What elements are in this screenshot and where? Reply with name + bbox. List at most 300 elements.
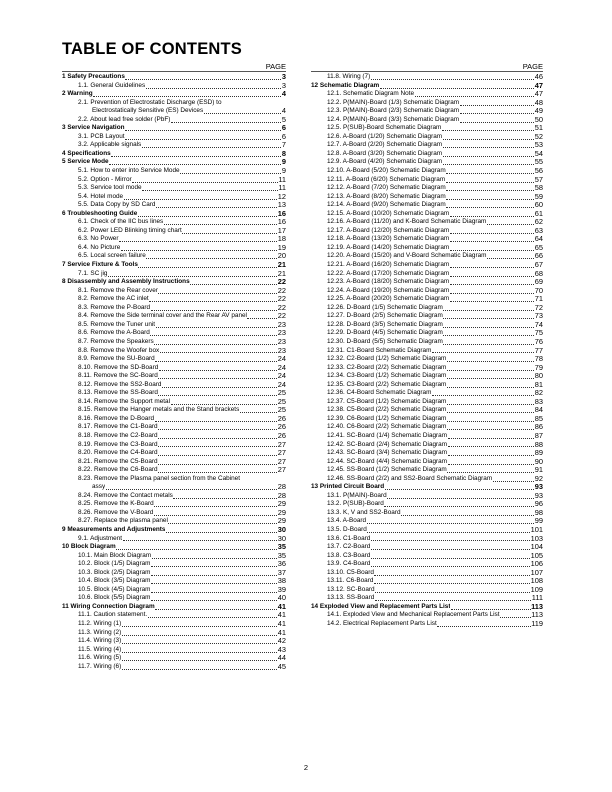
toc-subsection-entry[interactable] [62, 193, 286, 202]
toc-subsection-entry[interactable] [311, 73, 543, 82]
dot-leader [122, 652, 278, 653]
toc-page-number: 93 [534, 482, 543, 492]
toc-subsection-entry[interactable] [311, 270, 543, 279]
toc-entry-label: 8.21. Remove the C5-Board [78, 457, 158, 465]
toc-entry-label: 4 Specifications [62, 149, 111, 157]
toc-page-number: 51 [534, 123, 543, 133]
toc-page-number: 63 [534, 225, 543, 235]
toc-section-entry[interactable] [62, 543, 286, 552]
dot-leader [158, 293, 277, 294]
toc-section-entry[interactable] [62, 124, 286, 133]
toc-subsection-entry[interactable] [311, 244, 543, 253]
toc-subsection-entry[interactable] [311, 158, 543, 167]
dot-leader [155, 609, 277, 610]
toc-subsection-entry[interactable] [62, 107, 286, 116]
toc-subsection-entry[interactable] [62, 321, 286, 330]
toc-entry-label: 12.46. SS-Board (2/2) and SS2-Board Schematic Diagram [327, 474, 493, 482]
toc-page-number: 99 [534, 516, 543, 526]
toc-subsection-entry[interactable] [62, 304, 286, 313]
toc-column-left [62, 61, 286, 671]
toc-subsection-entry[interactable] [311, 261, 543, 270]
toc-page-number: 38 [277, 576, 286, 586]
dot-leader [106, 489, 278, 490]
dot-leader [500, 617, 531, 618]
toc-page-number: 111 [531, 593, 543, 603]
toc-page-number: 26 [277, 430, 286, 440]
toc-subsection-entry[interactable] [62, 594, 286, 603]
toc-section-entry[interactable] [311, 603, 543, 612]
toc-entry-label: 12.20. A-Board (15/20) and V-Board Schematic Diagram [327, 252, 487, 260]
toc-entry-label: 12.23. A-Board (18/20) Schematic Diagram [327, 278, 450, 286]
toc-subsection-entry[interactable] [311, 517, 543, 526]
toc-entry-label: 11 Wiring Connection Diagram [62, 602, 155, 610]
toc-subsection-entry[interactable] [62, 167, 286, 176]
toc-subsection-entry[interactable] [62, 432, 286, 441]
toc-page-number: 27 [277, 448, 286, 458]
toc-subsection-entry[interactable] [62, 347, 286, 356]
toc-entry-label: 13.2. P(SUB)-Board [327, 500, 384, 508]
toc-subsection-entry[interactable] [311, 329, 543, 338]
toc-subsection-entry[interactable] [311, 406, 543, 415]
toc-page-number: 59 [534, 191, 543, 201]
toc-entry-label: 12.45. SS-Board (1/2) Schematic Diagram [327, 466, 447, 474]
toc-subsection-entry[interactable] [62, 295, 286, 304]
toc-subsection-entry[interactable] [62, 663, 286, 672]
dot-leader [204, 113, 282, 114]
toc-subsection-entry[interactable] [62, 577, 286, 586]
toc-entry-label: 8.8. Remove the Woofer box [78, 346, 160, 354]
toc-subsection-entry[interactable] [62, 381, 286, 390]
toc-entry-label: 8.24. Remove the Contact metals [78, 491, 173, 499]
dot-leader [443, 139, 535, 140]
toc-entry-label: 12.9. A-Board (4/20) Schematic Diagram [327, 158, 443, 166]
toc-page-number: 22 [277, 277, 286, 287]
toc-page-number: 5 [281, 114, 286, 124]
toc-subsection-entry[interactable] [62, 552, 286, 561]
toc-entry-label: 12.29. D-Board (4/5) Schematic Diagram [327, 329, 443, 337]
toc-subsection-entry[interactable] [311, 321, 543, 330]
toc-subsection-entry[interactable] [311, 304, 543, 313]
toc-page-number: 26 [277, 422, 286, 432]
toc-subsection-entry[interactable] [62, 141, 286, 150]
toc-subsection-entry[interactable] [62, 287, 286, 296]
toc-subsection-entry[interactable] [311, 99, 543, 108]
toc-section-entry[interactable] [62, 526, 286, 535]
toc-page-number: 6 [281, 131, 286, 141]
toc-subsection-entry[interactable] [62, 483, 286, 492]
toc-subsection-entry[interactable] [62, 646, 286, 655]
toc-subsection-entry[interactable] [311, 347, 543, 356]
toc-page-number: 28 [277, 482, 286, 492]
toc-subsection-entry[interactable] [62, 338, 286, 347]
toc-entry-label: 9.1. Adjustment [78, 534, 123, 542]
toc-entry-label: 12.5. P(SUB)-Board Schematic Diagram [327, 124, 442, 132]
toc-entry-label: 13.10. C5-Board [327, 568, 374, 576]
toc-page-number: 8 [281, 148, 286, 158]
dot-leader [151, 592, 277, 593]
toc-subsection-entry[interactable] [311, 176, 543, 185]
dot-leader [371, 566, 530, 567]
dot-leader [415, 96, 535, 97]
toc-page-number: 49 [534, 106, 543, 116]
toc-page-number: 83 [534, 396, 543, 406]
toc-subsection-entry[interactable] [62, 517, 286, 526]
toc-page-number: 76 [534, 336, 543, 346]
toc-section-entry[interactable] [62, 603, 286, 612]
toc-entry-label: 11.1. Caution statement. [78, 611, 148, 619]
dot-leader [447, 421, 534, 422]
dot-leader [450, 233, 535, 234]
toc-section-entry[interactable] [62, 210, 286, 219]
toc-section-entry[interactable] [62, 158, 286, 167]
toc-subsection-entry[interactable] [311, 218, 543, 227]
toc-page-number: 3 [281, 72, 286, 81]
dot-leader [443, 164, 535, 165]
toc-subsection-entry[interactable] [311, 535, 543, 544]
toc-page-number: 25 [277, 396, 286, 406]
dot-leader [180, 173, 281, 174]
dot-leader [460, 122, 535, 123]
dot-leader [371, 549, 530, 550]
toc-section-entry[interactable] [311, 483, 543, 492]
toc-page-number: 41 [277, 601, 286, 611]
toc-page-number: 81 [534, 379, 543, 389]
toc-subsection-entry[interactable] [311, 432, 543, 441]
toc-subsection-entry[interactable] [311, 441, 543, 450]
toc-entry-label: 12.21. A-Board (16/20) Schematic Diagram [327, 261, 450, 269]
dot-leader [446, 199, 534, 200]
toc-page-number: 35 [277, 542, 286, 552]
toc-subsection-entry[interactable] [62, 500, 286, 509]
toc-subsection-entry[interactable] [62, 629, 286, 638]
toc-subsection-entry[interactable] [311, 312, 543, 321]
toc-section-entry[interactable] [62, 73, 286, 82]
toc-subsection-entry[interactable] [311, 458, 543, 467]
toc-page-number: 60 [534, 200, 543, 210]
dot-leader [447, 387, 534, 388]
toc-subsection-entry[interactable] [311, 552, 543, 561]
toc-entry-label: 13.8. C3-Board [327, 551, 371, 559]
toc-subsection-entry[interactable] [62, 227, 286, 236]
toc-page-number: 109 [530, 584, 543, 594]
toc-subsection-entry[interactable] [62, 509, 286, 518]
toc-subsection-entry[interactable] [62, 492, 286, 501]
toc-page-number: 93 [534, 490, 543, 500]
toc-page-number: 104 [530, 542, 543, 552]
toc-page-number: 40 [277, 593, 286, 603]
toc-subsection-entry[interactable] [62, 201, 286, 210]
toc-subsection-entry[interactable] [311, 423, 543, 432]
toc-subsection-entry[interactable] [62, 637, 286, 646]
toc-section-entry[interactable] [62, 278, 286, 287]
toc-subsection-entry[interactable] [62, 329, 286, 338]
toc-page-number: 56 [534, 166, 543, 176]
toc-entry-label: 13 Printed Circuit Board [311, 483, 385, 491]
toc-subsection-entry[interactable] [62, 611, 286, 620]
toc-page-number: 23 [277, 328, 286, 338]
dot-leader [156, 327, 278, 328]
dot-leader [149, 301, 277, 302]
dot-leader [442, 130, 534, 131]
toc-subsection-entry[interactable] [62, 654, 286, 663]
toc-subsection-entry[interactable] [62, 133, 286, 142]
dot-leader [154, 515, 277, 516]
toc-subsection-entry[interactable] [311, 492, 543, 501]
toc-subsection-entry[interactable] [62, 423, 286, 432]
toc-entry-label: 10 Block Diagram [62, 543, 116, 551]
toc-subsection-entry[interactable] [311, 201, 543, 210]
toc-subsection-entry[interactable] [62, 560, 286, 569]
dot-leader [148, 617, 278, 618]
toc-entry-label: 3.2. Applicable signals [78, 141, 142, 149]
toc-subsection-entry[interactable] [311, 235, 543, 244]
toc-subsection-entry[interactable] [311, 543, 543, 552]
toc-entry-label: 11.8. Wiring (7) [327, 73, 371, 80]
dot-leader [387, 498, 534, 499]
dot-leader [116, 549, 277, 550]
dot-leader [450, 276, 535, 277]
toc-entry-label: 13.3. K, V and SS2-Board [327, 508, 401, 516]
toc-subsection-entry[interactable] [62, 620, 286, 629]
toc-entry-label: 12.3. P(MAIN)-Board (2/3) Schematic Diagram [327, 107, 460, 115]
toc-page-number: 24 [277, 354, 286, 364]
toc-subsection-entry[interactable] [311, 167, 543, 176]
toc-subsection-entry[interactable] [62, 218, 286, 227]
toc-entry-label: 13.6. C1-Board [327, 534, 371, 542]
toc-entry-label: 12.10. A-Board (5/20) Schematic Diagram [327, 167, 446, 175]
toc-entry-label: 10.1. Main Block Diagram [78, 551, 152, 559]
dot-leader [446, 173, 534, 174]
toc-subsection-entry[interactable] [311, 287, 543, 296]
toc-page-number: 25 [277, 405, 286, 415]
toc-entry-label: 8.25. Remove the K-Board [78, 500, 154, 508]
dot-leader [448, 438, 535, 439]
toc-page-number: 42 [277, 636, 286, 646]
toc-subsection-entry[interactable] [62, 372, 286, 381]
toc-entry-label: 12.36. C4-Board Schematic Diagram [327, 389, 432, 397]
toc-entry-label: 10.3. Block (2/5) Diagram [78, 568, 151, 576]
toc-subsection-entry[interactable] [311, 577, 543, 586]
toc-page-number: 78 [534, 354, 543, 364]
toc-subsection-entry[interactable] [62, 441, 286, 450]
toc-subsection-entry[interactable] [311, 586, 543, 595]
dot-leader [374, 575, 530, 576]
dot-leader [450, 284, 535, 285]
toc-subsection-entry[interactable] [62, 389, 286, 398]
dot-leader [108, 276, 277, 277]
toc-subsection-entry[interactable] [62, 406, 286, 415]
toc-subsection-entry[interactable] [311, 116, 543, 125]
toc-subsection-entry[interactable] [311, 611, 543, 620]
toc-entry-label: 13.1. P(MAIN)-Board [327, 491, 387, 499]
toc-page-number: 113 [531, 601, 543, 611]
toc-page-number: 16 [277, 208, 286, 218]
toc-entry-label: 2 Warning [62, 90, 93, 98]
toc-subsection-entry[interactable] [311, 252, 543, 261]
toc-entry-label: 8.3. Remove the P-Board [78, 303, 151, 311]
toc-entry-label: 8.22. Remove the C6-Board [78, 466, 158, 474]
toc-page-number: 45 [277, 661, 286, 671]
toc-page-number: 37 [277, 567, 286, 577]
dot-leader [125, 139, 281, 140]
toc-page-number: 85 [534, 413, 543, 423]
toc-subsection-entry[interactable] [311, 415, 543, 424]
toc-subsection-entry[interactable] [311, 133, 543, 142]
toc-page-number: 69 [534, 277, 543, 287]
toc-subsection-entry[interactable] [311, 381, 543, 390]
toc-subsection-entry[interactable] [311, 278, 543, 287]
toc-subsection-entry[interactable] [311, 150, 543, 159]
toc-subsection-entry[interactable] [311, 184, 543, 193]
dot-leader [487, 224, 534, 225]
toc-page-number: 106 [530, 559, 543, 569]
toc-page-number: 22 [277, 285, 286, 295]
toc-entry-label: 12.15. A-Board (10/20) Schematic Diagram [327, 209, 450, 217]
toc-entry-label: 12.25. A-Board (20/20) Schematic Diagram [327, 295, 450, 303]
toc-subsection-entry[interactable] [62, 244, 286, 253]
toc-subsection-entry[interactable] [311, 526, 543, 535]
toc-subsection-entry[interactable] [62, 235, 286, 244]
dot-leader [247, 318, 277, 319]
toc-subsection-entry[interactable] [311, 90, 543, 99]
dot-leader [160, 352, 278, 353]
header-rule [62, 71, 286, 72]
toc-subsection-entry[interactable] [311, 372, 543, 381]
dot-leader [125, 130, 281, 131]
toc-entry-label: 8.10. Remove the SD-Board [78, 363, 159, 371]
toc-page-number: 23 [277, 319, 286, 329]
dot-leader [132, 182, 278, 183]
dot-leader [119, 241, 277, 242]
toc-entry-label: 8.18. Remove the C2-Board [78, 431, 158, 439]
toc-page-number: 47 [534, 80, 543, 90]
dot-leader [450, 250, 535, 251]
dot-leader [443, 147, 535, 148]
toc-subsection-entry[interactable] [62, 535, 286, 544]
toc-page-number: 105 [530, 550, 543, 560]
dot-leader [446, 182, 535, 183]
toc-subsection-entry[interactable] [311, 500, 543, 509]
toc-page-number: 61 [534, 208, 543, 218]
dot-leader [450, 267, 535, 268]
toc-page-number: 12 [277, 191, 286, 201]
toc-section-entry[interactable] [62, 150, 286, 159]
toc-section-entry[interactable] [311, 82, 543, 91]
toc-subsection-entry[interactable] [311, 389, 543, 398]
toc-subsection-entry[interactable] [62, 184, 286, 193]
toc-subsection-entry[interactable] [311, 193, 543, 202]
toc-subsection-entry[interactable] [62, 176, 286, 185]
toc-subsection-entry[interactable] [62, 270, 286, 279]
dot-leader [448, 446, 535, 447]
toc-entry-label: 12.8. A-Board (3/20) Schematic Diagram [327, 149, 443, 157]
dot-leader [154, 344, 277, 345]
toc-entry-label: 12 Schematic Diagram [311, 81, 380, 89]
toc-subsection-entry[interactable] [62, 364, 286, 373]
toc-subsection-entry[interactable] [311, 398, 543, 407]
toc-subsection-entry[interactable] [311, 466, 543, 475]
toc-subsection-entry[interactable] [62, 475, 286, 484]
toc-entry-label: 7 Service Fixture & Tools [62, 261, 138, 269]
toc-subsection-entry[interactable] [311, 594, 543, 603]
toc-page-number: 58 [534, 183, 543, 193]
toc-entry-label: 8.1. Remove the Rear cover [78, 286, 158, 294]
toc-entry-label: 8 Disassembly and Assembly Instructions [62, 278, 190, 286]
dot-leader [447, 472, 534, 473]
toc-subsection-entry[interactable] [311, 338, 543, 347]
toc-subsection-entry[interactable] [62, 116, 286, 125]
toc-subsection-entry[interactable] [311, 107, 543, 116]
toc-entry-label: 12.35. C3-Board (2/2) Schematic Diagram [327, 380, 447, 388]
toc-subsection-entry[interactable] [311, 141, 543, 150]
dot-leader [162, 387, 277, 388]
dot-leader [385, 489, 535, 490]
toc-page-number: 29 [277, 507, 286, 517]
toc-page-number: 44 [277, 653, 286, 663]
toc-entry-label: 11.5. Wiring (4) [78, 645, 122, 653]
toc-page-number: 48 [534, 97, 543, 107]
toc-page-number: 65 [534, 242, 543, 252]
toc-subsection-entry[interactable] [311, 569, 543, 578]
toc-list-right [311, 73, 543, 629]
toc-subsection-entry[interactable] [62, 449, 286, 458]
toc-page-number: 72 [534, 302, 543, 312]
toc-section-entry[interactable] [62, 90, 286, 99]
toc-subsection-entry[interactable] [311, 475, 543, 484]
toc-page-number: 6 [281, 123, 286, 133]
toc-subsection-entry[interactable] [62, 312, 286, 321]
toc-subsection-entry[interactable] [62, 355, 286, 364]
toc-subsection-entry[interactable] [62, 586, 286, 595]
toc-subsection-entry[interactable] [311, 560, 543, 569]
toc-subsection-entry[interactable] [311, 210, 543, 219]
toc-entry-label: 10.2. Block (1/5) Diagram [78, 560, 151, 568]
toc-entry-label: 11.4. Wiring (3) [78, 637, 122, 645]
dot-leader [171, 404, 278, 405]
toc-section-entry[interactable] [62, 261, 286, 270]
toc-page-number: 66 [534, 251, 543, 261]
toc-page-number: 30 [277, 533, 286, 543]
toc-page-number: 41 [277, 627, 286, 637]
toc-page-number: 13 [277, 200, 286, 210]
toc-subsection-entry[interactable] [62, 82, 286, 91]
toc-page-number: 88 [534, 439, 543, 449]
toc-page-number: 23 [277, 336, 286, 346]
toc-subsection-entry[interactable] [311, 509, 543, 518]
dot-leader [146, 88, 282, 89]
dot-leader [154, 506, 277, 507]
toc-subsection-entry[interactable] [62, 466, 286, 475]
toc-subsection-entry[interactable] [62, 252, 286, 261]
toc-subsection-entry[interactable] [62, 398, 286, 407]
toc-page-number: 24 [277, 371, 286, 381]
toc-page-number: 24 [277, 362, 286, 372]
dot-leader [151, 310, 278, 311]
toc-subsection-entry[interactable] [311, 620, 543, 629]
toc-subsection-entry[interactable] [62, 99, 286, 108]
toc-subsection-entry[interactable] [311, 124, 543, 133]
toc-subsection-entry[interactable] [62, 569, 286, 578]
dot-leader [446, 207, 534, 208]
toc-subsection-entry[interactable] [311, 355, 543, 364]
toc-subsection-entry[interactable] [62, 415, 286, 424]
toc-page-number: 90 [534, 456, 543, 466]
toc-subsection-entry[interactable] [311, 449, 543, 458]
toc-subsection-entry[interactable] [311, 364, 543, 373]
toc-subsection-entry[interactable] [311, 295, 543, 304]
toc-subsection-entry[interactable] [62, 458, 286, 467]
toc-subsection-entry[interactable] [311, 227, 543, 236]
